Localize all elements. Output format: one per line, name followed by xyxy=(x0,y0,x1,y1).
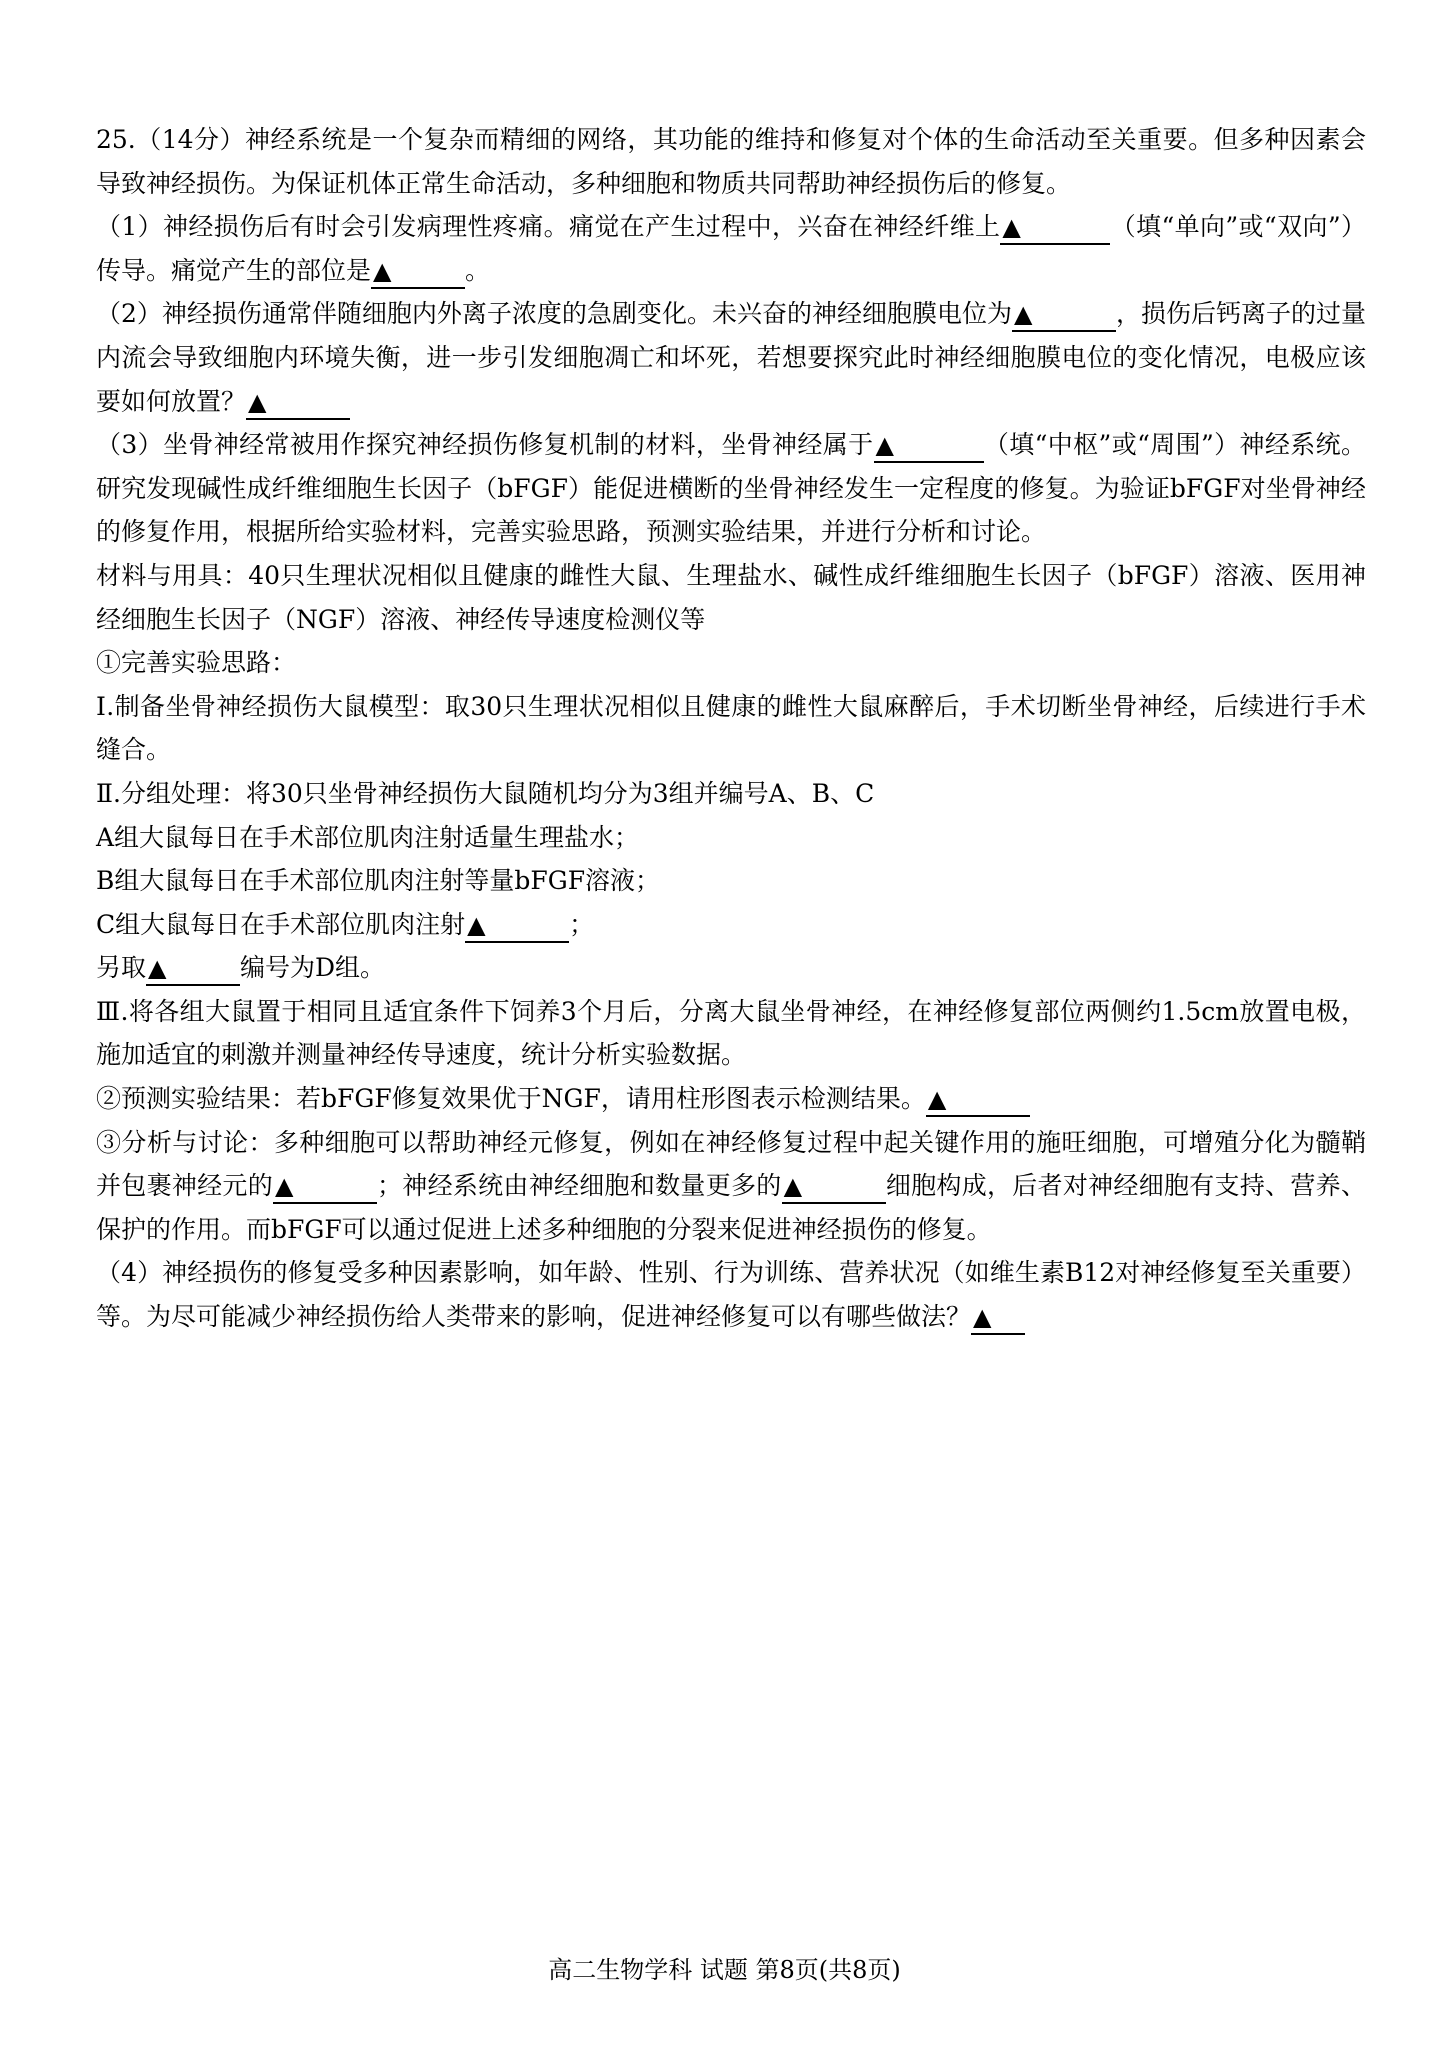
answer-blank: ▲ xyxy=(874,429,984,463)
text: ②预测实验结果：若bFGF修复效果优于NGF，请用柱形图表示检测结果。 xyxy=(96,1084,926,1114)
materials: 材料与用具：40只生理状况相似且健康的雌性大鼠、生理盐水、碱性成纤维细胞生长因子（bFGF）溶液、医用神经细胞生长因子（NGF）溶液、神经传导速度检测仪等 xyxy=(96,560,1366,634)
text: C组大鼠每日在手术部位肌肉注射 xyxy=(96,909,466,939)
question-intro: 25.（14分）神经系统是一个复杂而精细的网络，其功能的维持和修复对个体的生命活动至关重要。但多种因素会导致神经损伤。为保证机体正常生命活动，多种细胞和物质共同帮助神经损伤后的修复。 xyxy=(96,125,1366,198)
subquestion-4 xyxy=(96,1251,1366,1338)
predict-results xyxy=(96,1077,1366,1121)
answer-blank: ▲ xyxy=(371,255,465,289)
text: 细胞构成，后者对神经细胞有支持、营养、保护的作用。而bFGF可以通过促进上述多种细胞的分裂来促进神经损伤的修复。 xyxy=(96,1171,1366,1244)
text: （填“中枢”或“周围”）神经系统。研究发现碱性成纤维细胞生长因子（bFGF）能促进横断的坐骨神经发生一定程度的修复。为验证bFGF对坐骨神经的修复作用，根据所给实验材料，完善实验思路，预测实验结果，并进行分析和讨论。 xyxy=(96,430,1366,547)
answer-blank: ▲ xyxy=(146,952,240,986)
text: ； xyxy=(569,909,595,939)
subquestion-2 xyxy=(96,292,1366,423)
answer-blank: ▲ xyxy=(926,1083,1030,1117)
text: 编号为D组。 xyxy=(240,953,386,983)
step-title: ①完善实验思路： xyxy=(96,648,297,678)
subquestion-3 xyxy=(96,423,1366,554)
step-1: Ⅰ.制备坐骨神经损伤大鼠模型：取30只生理状况相似且健康的雌性大鼠麻醉后，手术切断坐骨神经，后续进行手术缝合。 xyxy=(96,691,1366,765)
group-b: B组大鼠每日在手术部位肌肉注射等量bFGF溶液； xyxy=(96,866,661,896)
answer-blank: ▲ xyxy=(465,909,569,943)
answer-blank: ▲ xyxy=(246,386,350,420)
answer-blank: ▲ xyxy=(273,1170,377,1204)
text: 。 xyxy=(465,255,491,285)
text: ③分析与讨论：多种细胞可以帮助神经元修复，例如在神经修复过程中起关键作用的施旺细胞，可增殖分化为髓鞘并包裹神经元的 xyxy=(96,1127,1366,1201)
step-2: Ⅱ.分组处理：将30只坐骨神经损伤大鼠随机均分为3组并编号A、B、C xyxy=(96,778,875,808)
text: （4）神经损伤的修复受多种因素影响，如年龄、性别、行为训练、营养状况（如维生素B12对神经修复至关重要）等。为尽可能减少神经损伤给人类带来的影响，促进神经修复可以有哪些做法？ xyxy=(96,1258,1366,1332)
answer-blank: ▲ xyxy=(1000,211,1110,245)
question-25 xyxy=(96,118,1366,1339)
group-a: A组大鼠每日在手术部位肌肉注射适量生理盐水； xyxy=(96,822,640,852)
text: 另取 xyxy=(96,953,147,983)
answer-blank: ▲ xyxy=(971,1301,1025,1335)
analysis-discussion xyxy=(96,1121,1366,1252)
answer-blank: ▲ xyxy=(1012,298,1116,332)
answer-blank: ▲ xyxy=(782,1170,886,1204)
text: ；神经系统由神经细胞和数量更多的 xyxy=(377,1171,782,1201)
text: （3）坐骨神经常被用作探究神经损伤修复机制的材料，坐骨神经属于 xyxy=(96,430,874,460)
group-d xyxy=(96,946,1366,990)
step-3: Ⅲ.将各组大鼠置于相同且适宜条件下饲养3个月后，分离大鼠坐骨神经，在神经修复部位两侧约1.5cm放置电极，施加适宜的刺激并测量神经传导速度，统计分析实验数据。 xyxy=(96,996,1366,1070)
group-c xyxy=(96,903,1366,947)
text: （填“单向”或“双向”）传导。痛觉产生的部位是 xyxy=(96,212,1366,285)
text: ，损伤后钙离子的过量内流会导致细胞内环境失衡，进一步引发细胞凋亡和坏死，若想要探究此时神经细胞膜电位的变化情况，电极应该要如何放置？ xyxy=(96,299,1366,416)
text: （1）神经损伤后有时会引发病理性疼痛。痛觉在产生过程中，兴奋在神经纤维上 xyxy=(96,212,1001,242)
page-footer: 高二生物学科 试题 第8页(共8页) xyxy=(548,1956,901,1984)
subquestion-1 xyxy=(96,205,1366,292)
text: （2）神经损伤通常伴随细胞内外离子浓度的急剧变化。未兴奋的神经细胞膜电位为 xyxy=(96,299,1012,329)
